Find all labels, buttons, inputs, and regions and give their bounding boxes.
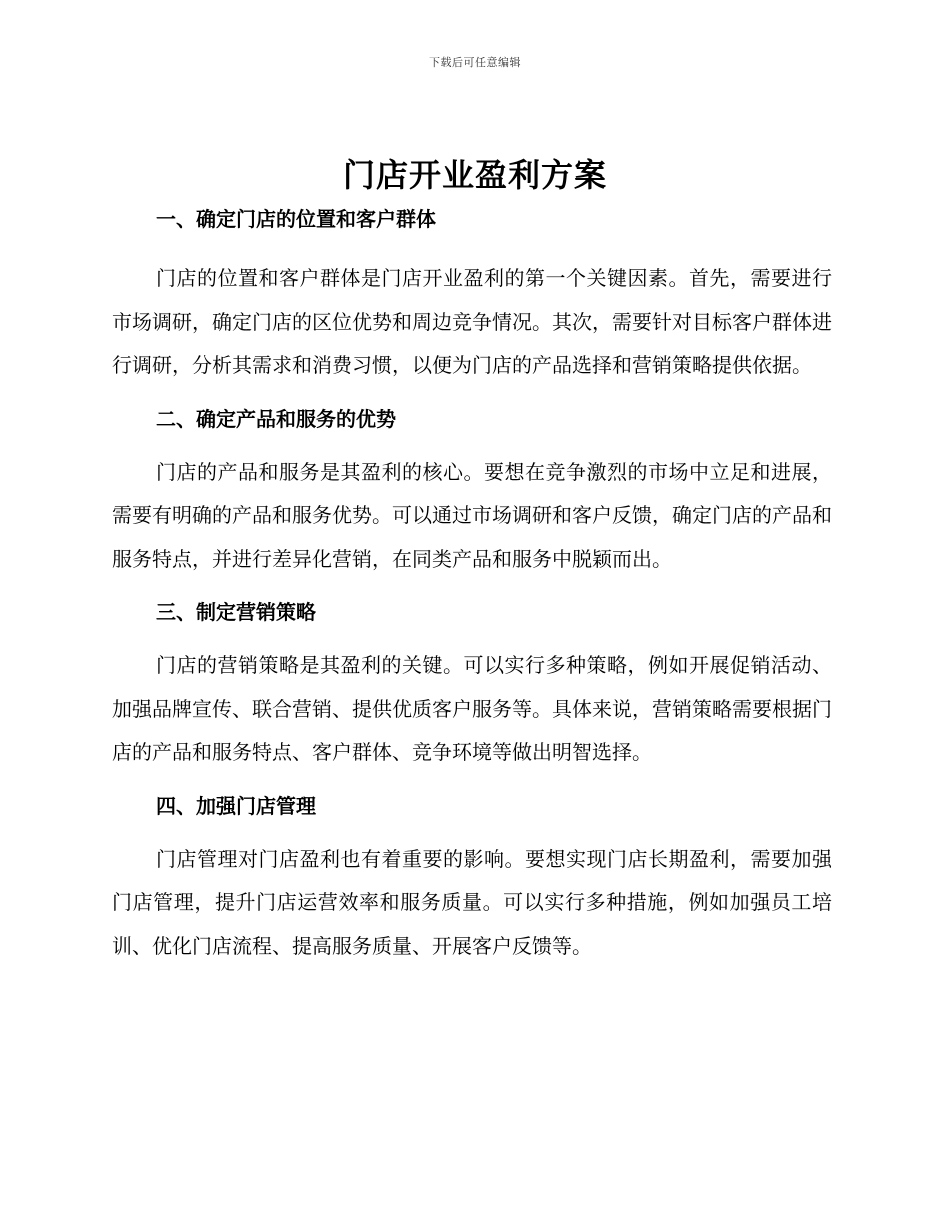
section-body-3: 门店的营销策略是其盈利的关键。可以实行多种策略，例如开展促销活动、加强品牌宣传、联合营销、提供优质客户服务等。具体来说，营销策略需要根据门店的产品和服务特点、客户群体、竞争环境等做出明智选择。 bbox=[112, 653, 832, 764]
section-body-1: 门店的位置和客户群体是门店开业盈利的第一个关键因素。首先，需要进行市场调研，确定门店的区位优势和周边竞争情况。其次，需要针对目标客户群体进行调研，分析其需求和消费习惯，以便为门店的产品选择和营销策略提供依据。 bbox=[112, 266, 832, 377]
section-heading-4: 四、加强门店管理 bbox=[156, 793, 316, 818]
section-body-4: 门店管理对门店盈利也有着重要的影响。要想实现门店长期盈利，需要加强门店管理，提升门店运营效率和服务质量。可以实行多种措施，例如加强员工培训、优化门店流程、提高服务质量、开展客户反馈等。 bbox=[112, 846, 832, 958]
header-note: 下载后可任意编辑 bbox=[429, 56, 521, 69]
section-heading-2: 二、确定产品和服务的优势 bbox=[156, 406, 396, 431]
document-content bbox=[112, 201, 832, 968]
section-body-2: 门店的产品和服务是其盈利的核心。要想在竞争激烈的市场中立足和进展，需要有明确的产品和服务优势。可以通过市场调研和客户反馈，确定门店的产品和服务特点，并进行差异化营销，在同类产品和服务中脱颖而出。 bbox=[112, 459, 832, 571]
section-heading-1: 一、确定门店的位置和客户群体 bbox=[156, 207, 436, 231]
section-heading-3: 三、制定营销策略 bbox=[156, 600, 316, 624]
document-title: 门店开业盈利方案 bbox=[342, 156, 607, 194]
